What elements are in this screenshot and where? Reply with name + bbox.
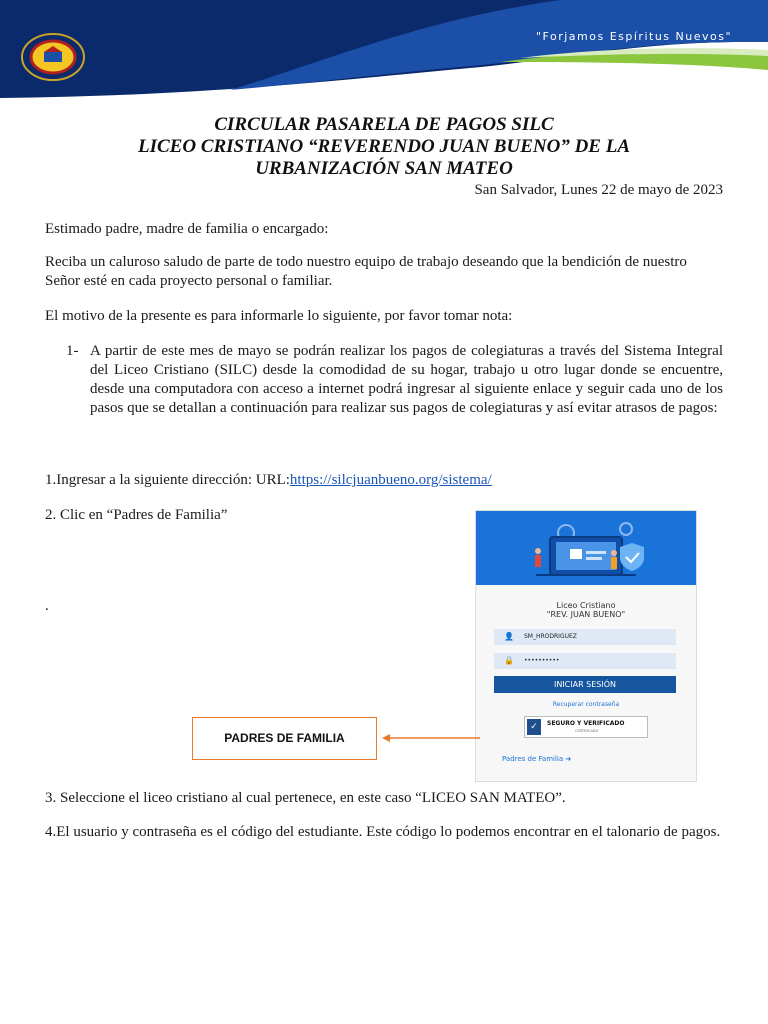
secure-verified-badge bbox=[524, 716, 648, 738]
step-1-text: 1.Ingresar a la siguiente dirección: URL: bbox=[45, 472, 290, 488]
padres-callout-box: PADRES DE FAMILIA bbox=[192, 717, 377, 760]
username-field[interactable] bbox=[494, 629, 676, 645]
callout-arrow-icon bbox=[380, 728, 484, 748]
dot-marker: . bbox=[45, 598, 49, 614]
list-number: 1- bbox=[66, 343, 79, 359]
user-icon: 👤 bbox=[504, 632, 514, 641]
password-field[interactable] bbox=[494, 653, 676, 669]
recover-password-link[interactable]: Recuperar contraseña bbox=[552, 701, 620, 708]
school-logo bbox=[20, 32, 86, 82]
step-1 bbox=[45, 471, 723, 490]
greeting: Estimado padre, madre de familia o encargado: bbox=[45, 221, 329, 237]
login-screenshot bbox=[475, 510, 697, 782]
paragraph-1: Reciba un caluroso saludo de parte de todo nuestro equipo de trabajo deseando que la bendición de nuestro Señor esté en cada proyecto personal o familiar. bbox=[45, 254, 687, 289]
password-value: •••••••••• bbox=[524, 657, 560, 664]
letterhead bbox=[0, 0, 768, 100]
step-2: 2. Clic en “Padres de Familia” bbox=[45, 507, 228, 523]
paragraph-2: El motivo de la presente es para informarle lo siguiente, por favor tomar nota: bbox=[45, 308, 513, 324]
document-date: San Salvador, Lunes 22 de mayo de 2023 bbox=[474, 182, 723, 198]
secure-subtitle: CERTIFICADO bbox=[575, 729, 599, 733]
login-school-name bbox=[476, 601, 696, 619]
list-item bbox=[66, 342, 723, 418]
login-button[interactable]: INICIAR SESIÓN bbox=[494, 676, 676, 693]
system-url-link[interactable]: https://silcjuanbueno.org/sistema/ bbox=[289, 472, 492, 488]
padres-de-familia-link[interactable]: Padres de Familia ➜ bbox=[502, 755, 572, 763]
school-line-2: "REV. JUAN BUENO" bbox=[546, 610, 626, 619]
header-banner bbox=[0, 0, 768, 100]
secure-title: SEGURO Y VERIFICADO bbox=[547, 720, 625, 727]
title-line-2: LICEO CRISTIANO “REVERENDO JUAN BUENO” DE LA bbox=[138, 136, 630, 157]
school-line-1: Liceo Cristiano bbox=[556, 601, 616, 610]
title-line-3: URBANIZACIÓN SAN MATEO bbox=[255, 158, 513, 179]
security-illustration bbox=[476, 511, 696, 585]
step-4: 4.El usuario y contraseña es el código del estudiante. Este código lo podemos encontrar en el talonario de pagos. bbox=[45, 824, 721, 840]
login-banner bbox=[476, 511, 696, 585]
shield-icon: ✓ bbox=[527, 719, 541, 735]
lock-icon: 🔒 bbox=[504, 656, 514, 665]
document-title bbox=[0, 114, 768, 180]
step-3: 3. Seleccione el liceo cristiano al cual pertenece, en este caso “LICEO SAN MATEO”. bbox=[45, 790, 566, 806]
list-text: A partir de este mes de mayo se podrán realizar los pagos de colegiaturas a través del Sistema Integral del Liceo Cristiano (SILC) desde la comodidad de su hogar, trabajo u otro lugar donde se encuentre, desde una computadora con acceso a internet podrá ingresar al siguiente enlace y seguir cada uno de los pasos que se detallan a continuación para realizar sus pagos de colegiaturas y así evitar atrasos de pagos: bbox=[90, 343, 723, 416]
title-line-1: CIRCULAR PASARELA DE PAGOS SILC bbox=[214, 114, 554, 135]
school-motto: "Forjamos Espíritus Nuevos" bbox=[536, 30, 733, 43]
username-value: SM_HRODRIGUEZ bbox=[524, 633, 577, 640]
